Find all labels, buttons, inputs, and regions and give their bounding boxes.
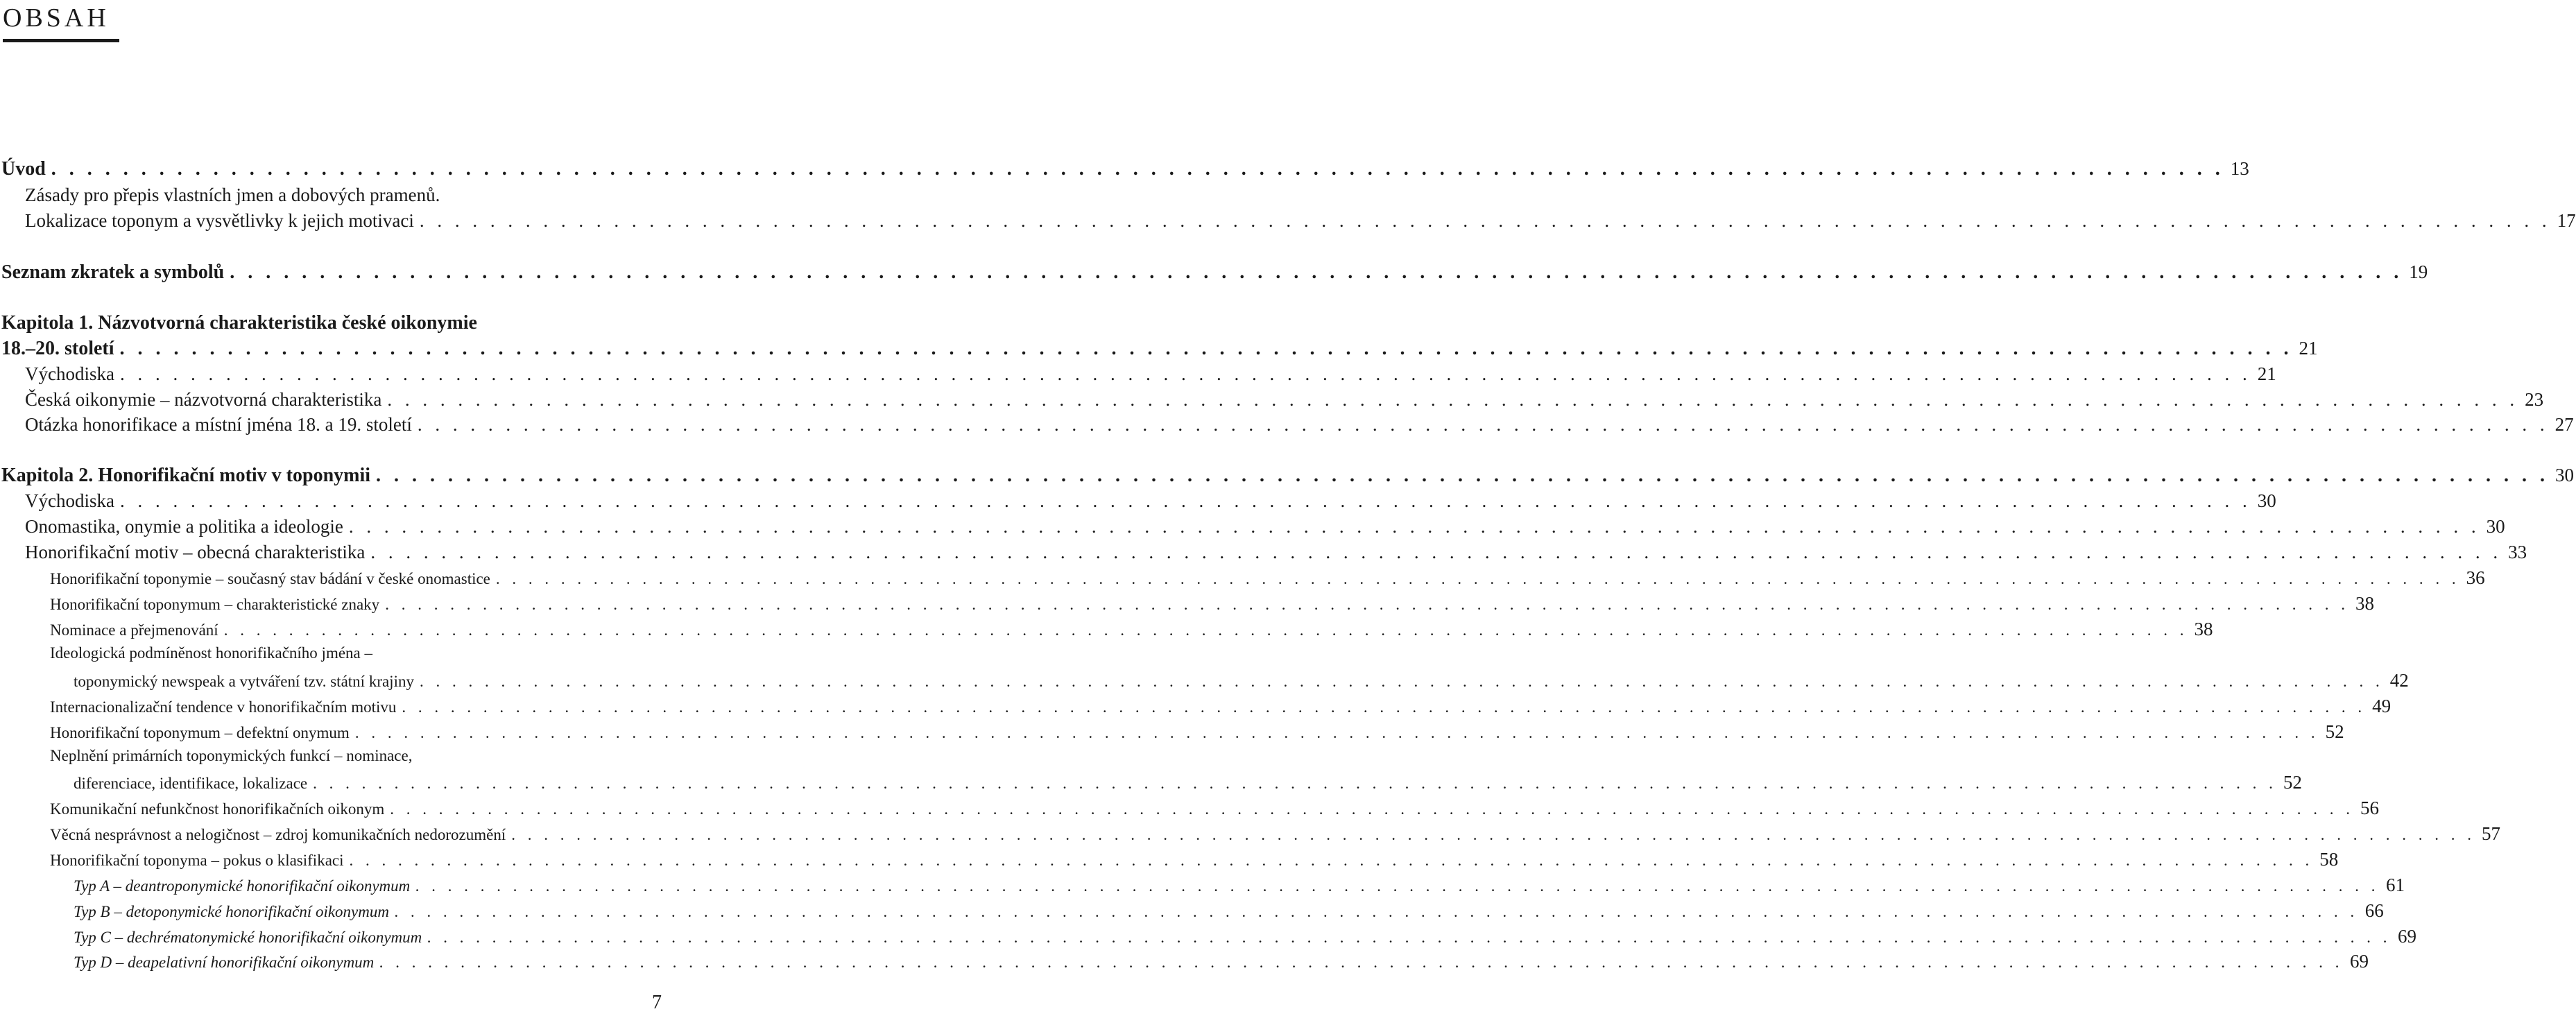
toc-entry[interactable] (0, 747, 710, 773)
toc-entry[interactable] (0, 414, 2574, 440)
toc-entry-title: Východiska (25, 490, 114, 511)
toc-entry[interactable] (0, 823, 2500, 850)
toc-entry-title: Východiska (25, 363, 114, 384)
toc-entry-title: Neplnění primárních toponymických funkcí – nominace, (50, 747, 413, 764)
toc-entry[interactable] (0, 926, 2416, 952)
toc-entry[interactable] (0, 210, 2576, 236)
toc-entry-title: Nominace a přejmenování (50, 621, 218, 639)
toc-entry-title: Kapitola 1. Názvotvorná charakteristika české oikonymie (1, 312, 477, 334)
toc-entry-title: Typ D – deapelativní honorifikační oikonymum (74, 954, 375, 971)
toc-entry-title: Typ A – deantroponymické honorifikační oikonymum (74, 877, 411, 895)
dot-leader (376, 465, 2549, 487)
toc-entry[interactable] (0, 389, 2544, 415)
toc-entry-title: Onomastika, onymie a politika a ideologie (25, 516, 343, 537)
dot-leader (385, 596, 2349, 614)
dot-leader (418, 414, 2549, 436)
dot-leader (390, 800, 2354, 818)
toc-entry-page: 42 (2389, 670, 2409, 691)
toc-entry[interactable] (0, 261, 2428, 288)
toc-entry-title: Seznam zkratek a symbolů (1, 261, 225, 283)
toc-entry-title: Věcná nesprávnost a nelogičnost – zdroj komunikačních nedorozumění (50, 826, 506, 843)
toc-entry-page: 30 (2555, 465, 2575, 485)
toc-entry-page: 13 (2230, 158, 2249, 179)
toc-entry-title: Otázka honorifikace a místní jména 18. a 19. století (25, 414, 412, 435)
toc-entry-page: 23 (2525, 389, 2544, 410)
toc-entry[interactable] (0, 516, 2505, 542)
dot-leader (420, 210, 2551, 232)
dot-leader (370, 542, 2502, 563)
toc-entry-page: 21 (2299, 338, 2318, 359)
dot-leader (120, 363, 2251, 385)
dot-leader (402, 698, 2366, 716)
toc-entry-page: 56 (2360, 798, 2380, 818)
toc-entry[interactable] (0, 696, 2392, 722)
toc-entry[interactable] (0, 158, 2249, 184)
toc-entry-title: Kapitola 2. Honorifikační motiv v toponymii (1, 465, 371, 486)
toc-entry-page: 52 (2325, 721, 2344, 742)
toc-entry-title: Honorifikační toponyma – pokus o klasifikaci (50, 852, 344, 869)
dot-leader (496, 570, 2460, 588)
toc-entry-page: 61 (2386, 875, 2405, 895)
toc-entry-page: 19 (2409, 261, 2428, 282)
toc-entry-page: 30 (2257, 490, 2276, 511)
dot-leader (120, 338, 2293, 360)
page-title: OBSAH (3, 3, 110, 33)
toc-entry[interactable] (0, 490, 2276, 517)
toc-entry-title: Zásady pro přepis vlastních jmen a dobových pramenů. (25, 184, 440, 205)
dot-leader (224, 621, 2188, 639)
toc-entry-page: 30 (2486, 516, 2505, 537)
toc-entry-title: Honorifikační toponymie – současný stav bádání v české onomastice (50, 570, 490, 587)
toc-entry[interactable] (0, 772, 2302, 798)
dot-leader (427, 929, 2392, 947)
toc-entry-title: Honorifikační toponymum – charakteristické znaky (50, 596, 380, 613)
toc-entry-title: Česká oikonymie – názvotvorná charakteristika (25, 389, 382, 410)
toc-entry-page: 21 (2257, 363, 2276, 384)
toc-entry-title: diferenciace, identifikace, lokalizace (74, 775, 308, 792)
toc-entry[interactable] (0, 465, 2575, 491)
toc-entry-page: 38 (2355, 593, 2374, 614)
toc-entry[interactable] (0, 721, 2344, 748)
toc-entry-page: 17 (2557, 210, 2576, 231)
toc-entry[interactable] (0, 644, 710, 671)
toc-entry-title: Honorifikační toponymum – defektní onymum (50, 724, 350, 741)
toc-entry-page: 33 (2508, 542, 2527, 562)
toc-entry[interactable] (0, 338, 2318, 364)
dot-leader (420, 673, 2384, 691)
dot-leader (349, 516, 2480, 537)
toc-entry-title: Ideologická podmíněnost honorifikačního jména – (50, 644, 372, 662)
toc-entry[interactable] (0, 951, 2369, 977)
dot-leader (511, 826, 2475, 844)
toc-entry-page: 27 (2554, 414, 2574, 435)
toc-entry-title: Lokalizace toponym a vysvětlivky k jejich motivaci (25, 210, 414, 231)
dot-leader (230, 261, 2403, 284)
toc-entry[interactable] (0, 567, 2485, 594)
page-number: 7 (652, 992, 662, 1013)
toc-entry-title: 18.–20. století (1, 338, 114, 359)
dot-leader (395, 903, 2359, 921)
toc-entry-page: 52 (2283, 772, 2302, 793)
toc-entry[interactable] (0, 363, 2276, 390)
dot-leader (313, 775, 2277, 793)
toc-entry[interactable] (0, 619, 2213, 645)
toc-entry-title: Komunikační nefunkčnost honorifikačních oikonym (50, 800, 385, 818)
toc-entry-title: Internacionalizační tendence v honorifikačním motivu (50, 698, 397, 716)
dot-leader (355, 724, 2319, 742)
toc-entry-page: 38 (2194, 619, 2213, 639)
toc-entry[interactable] (0, 184, 685, 211)
toc-entry-title: Honorifikační motiv – obecná charakteristika (25, 542, 366, 562)
toc-entry-page: 69 (2398, 926, 2416, 947)
toc-entry[interactable] (0, 312, 662, 338)
toc-entry-page: 36 (2466, 567, 2485, 588)
dot-leader (51, 158, 2224, 180)
toc-entry[interactable] (0, 670, 2409, 696)
dot-leader (387, 389, 2518, 411)
dot-leader (350, 852, 2314, 870)
toc-entry-title: Úvod (1, 158, 46, 180)
toc-entry-page: 57 (2481, 823, 2500, 844)
dot-leader (379, 954, 2344, 972)
toc-entry[interactable] (0, 542, 2527, 568)
toc-entry-title: Typ B – detoponymické honorifikační oikonymum (74, 903, 389, 920)
toc-entry-page: 66 (2364, 900, 2384, 921)
toc-entry[interactable] (0, 849, 2339, 875)
toc-entry-page: 69 (2350, 951, 2369, 972)
toc-entry-page: 58 (2319, 849, 2339, 870)
toc-entry[interactable] (0, 900, 2384, 927)
toc-entry[interactable] (0, 798, 2380, 824)
toc-entry-title: Typ C – dechrématonymické honorifikační oikonymum (74, 929, 422, 946)
toc-entry[interactable] (0, 593, 2374, 619)
title-underline (3, 39, 119, 42)
dot-leader (120, 490, 2251, 512)
toc-entry-page: 49 (2372, 696, 2392, 716)
toc-entry[interactable] (0, 875, 2405, 901)
dot-leader (415, 877, 2380, 895)
toc-entry-title: toponymický newspeak a vytváření tzv. státní krajiny (74, 673, 414, 690)
